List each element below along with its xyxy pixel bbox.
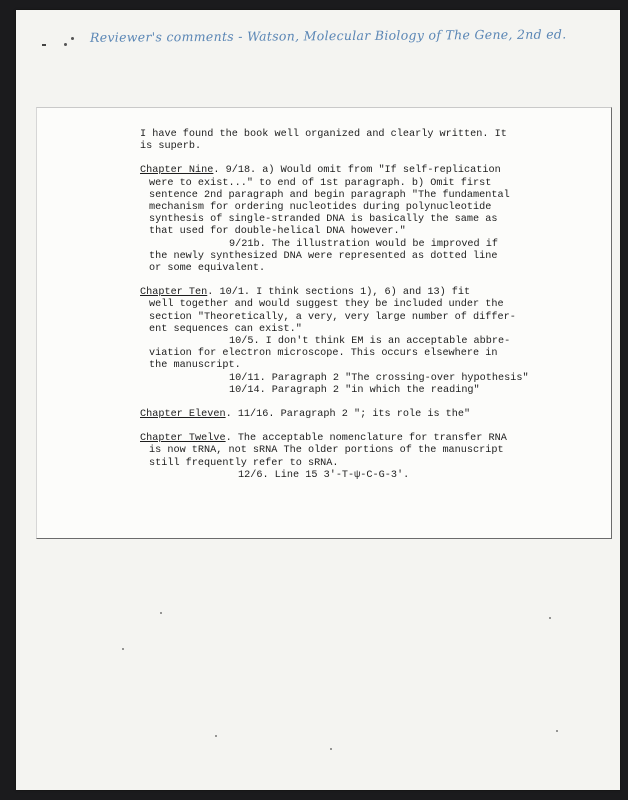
text-line: is now tRNA, not sRNA The older portions of the manuscript	[149, 445, 504, 457]
chapter-heading: Chapter Twelve	[140, 433, 226, 445]
text-line: mechanism for ordering nucleotides during polynucleotide	[149, 202, 492, 214]
chapter-heading: Chapter Ten	[140, 287, 208, 299]
text-line	[140, 433, 540, 445]
chapter-eleven-section	[140, 409, 540, 421]
text-fragment: . 10/1. I think sections 1), 6) and 13) fit	[207, 287, 471, 299]
text-line	[140, 409, 540, 421]
paper-speck	[215, 735, 217, 737]
text-line: is superb.	[140, 141, 202, 153]
text-line: 10/5. I don't think EM is an acceptable abbre-	[229, 336, 511, 348]
text-line: viation for electron microscope. This occurs elsewhere in	[149, 348, 498, 360]
paper-speck	[330, 748, 332, 750]
text-line: or some equivalent.	[149, 263, 266, 275]
chapter-twelve-section	[140, 433, 540, 482]
chapter-nine-section	[140, 165, 540, 275]
intro-paragraph	[140, 129, 540, 153]
text-line: well together and would suggest they be included under the	[149, 299, 504, 311]
paper-speck	[556, 730, 558, 732]
text-fragment: . The acceptable nomenclature for transfer RNA	[225, 433, 507, 445]
paper-speck	[122, 648, 124, 650]
chapter-heading: Chapter Nine	[140, 165, 214, 177]
text-line	[140, 287, 540, 299]
text-line: that used for double-helical DNA however."	[149, 226, 406, 238]
handwritten-note: Reviewer's comments - Watson, Molecular Biology of The Gene, 2nd ed.	[89, 26, 567, 45]
text-line: the newly synthesized DNA were represented as dotted line	[149, 250, 498, 262]
text-line: were to exist..." to end of 1st paragraph. b) Omit first	[149, 177, 492, 189]
chapter-ten-section	[140, 287, 540, 397]
text-line: 10/11. Paragraph 2 "The crossing-over hypothesis"	[229, 372, 529, 384]
text-line	[140, 165, 540, 177]
paper-speck	[160, 612, 162, 614]
margin-mark	[71, 37, 74, 40]
margin-mark	[64, 43, 67, 46]
paper-speck	[549, 617, 551, 619]
text-line: still frequently refer to sRNA.	[149, 457, 339, 469]
text-line: the manuscript.	[149, 360, 241, 372]
text-line: 10/14. Paragraph 2 "in which the reading"	[229, 384, 480, 396]
text-line: sentence 2nd paragraph and begin paragraph "The fundamental	[149, 189, 510, 201]
text-fragment: . 9/18. a) Would omit from "If self-replication	[213, 165, 501, 177]
margin-mark	[42, 44, 46, 46]
text-line: 12/6. Line 15 3'-T-ψ-C-G-3'.	[238, 469, 410, 481]
text-line: section "Theoretically, a very, very large number of differ-	[149, 311, 516, 323]
chapter-heading: Chapter Eleven	[140, 409, 226, 421]
text-line: ent sequences can exist."	[149, 323, 302, 335]
text-line: synthesis of single-stranded DNA is basically the same as	[149, 214, 498, 226]
typed-comments	[140, 129, 540, 494]
text-fragment: . 11/16. Paragraph 2 "; its role is the"	[225, 409, 471, 421]
text-line: I have found the book well organized and clearly written. It	[140, 129, 507, 140]
text-line: 9/21b. The illustration would be improved if	[229, 238, 498, 250]
